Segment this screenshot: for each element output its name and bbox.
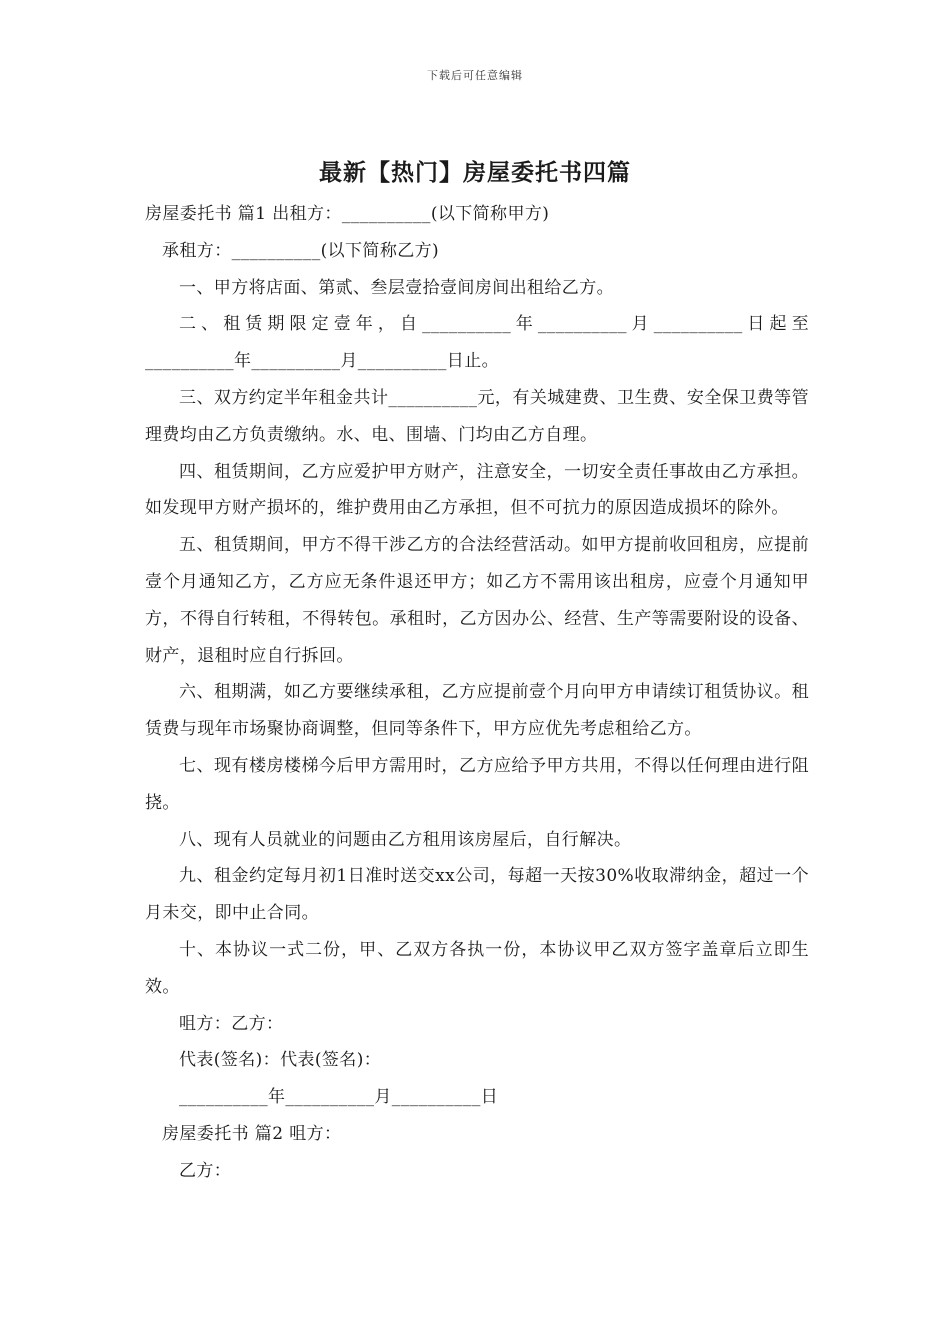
signature-parties: 咀方：乙方： (179, 1013, 284, 1034)
clause-9: 九、租金约定每月初1日准时送交xx公司，每超一天按30%收取滞纳金，超过一个月未交，即中止合同。 (145, 866, 809, 924)
paragraph-lessee: 承租方：__________(以下简称乙方) (162, 240, 440, 261)
document-title: 最新【热门】房屋委托书四篇 (319, 159, 631, 186)
clause-1: 一、甲方将店面、第贰、叁层壹拾壹间房间出租给乙方。 (179, 277, 614, 298)
clause-5: 五、租赁期间，甲方不得干涉乙方的合法经营活动。如甲方提前收回租房，应提前壹个月通知乙方，乙方应无条件退还甲方；如乙方不需用该出租房，应壹个月通知甲方，不得自行转租，不得转包。承租时，乙方因办公、经营、生产等需要附设的设备、财产，退租时应自行拆回。 (145, 535, 809, 666)
clause-7: 七、现有楼房楼梯今后甲方需用时，乙方应给予甲方共用，不得以任何理由进行阻挠。 (145, 755, 809, 813)
clause-10: 十、本协议一式二份，甲、乙双方各执一份，本协议甲乙双方签字盖章后立即生效。 (145, 939, 809, 997)
clause-4: 四、租赁期间，乙方应爱护甲方财产，注意安全，一切安全责任事故由乙方承担。如发现甲方财产损坏的，维护费用由乙方承担，但不可抗力的原因造成损坏的除外。 (145, 461, 809, 519)
signature-date: __________年__________月__________日 (179, 1087, 499, 1108)
paragraph-intro: 房屋委托书 篇1 出租方：__________(以下简称甲方) (145, 204, 550, 224)
clause-2: 二、租赁期限定壹年，自__________年__________月__________日起至__________年__________月__________日止。 (145, 314, 809, 372)
section-2-heading: 房屋委托书 篇2 咀方： (162, 1123, 342, 1144)
clause-3: 三、双方约定半年租金共计__________元，有关城建费、卫生费、安全保卫费等管理费均由乙方负责缴纳。水、电、围墙、门均由乙方自理。 (145, 387, 809, 445)
section-2-party-b: 乙方： (179, 1160, 232, 1181)
clause-6: 六、租期满，如乙方要继续承租，乙方应提前壹个月向甲方申请续订租赁协议。租赁费与现年市场聚协商调整，但同等条件下，甲方应优先考虑租给乙方。 (145, 682, 809, 740)
document-body (145, 196, 809, 1190)
clause-8: 八、现有人员就业的问题由乙方租用该房屋后，自行解决。 (179, 829, 632, 850)
header-note: 下载后可任意编辑 (427, 69, 523, 82)
signature-representatives: 代表(签名)：代表(签名)： (179, 1050, 382, 1071)
